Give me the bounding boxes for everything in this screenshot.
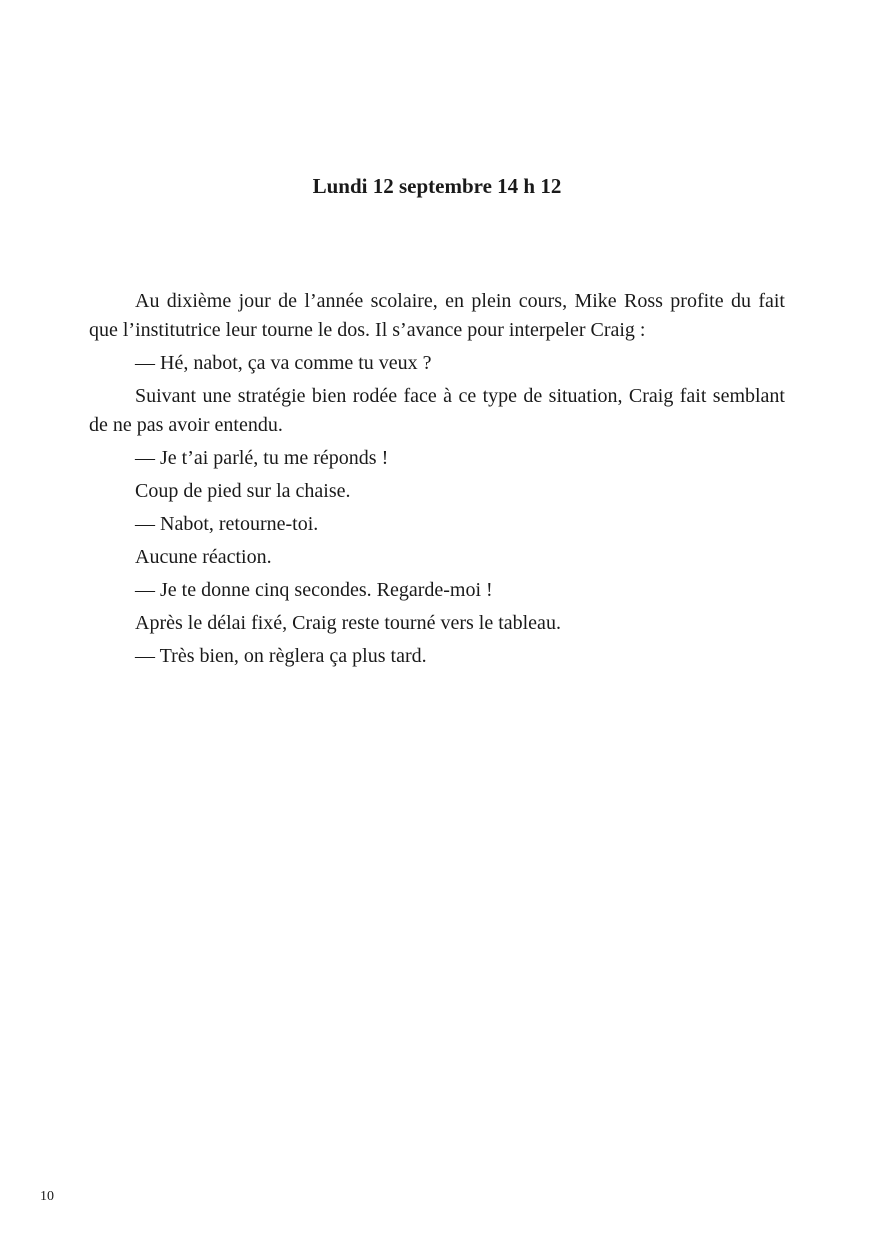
paragraph: Coup de pied sur la chaise. bbox=[135, 480, 351, 502]
page-number: 10 bbox=[40, 1189, 54, 1204]
paragraph: Aucune réaction. bbox=[135, 546, 272, 568]
paragraph: Suivant une stratégie bien rodée face à ce type de situation, Craig fait semblant de ne pas avoir entendu. bbox=[89, 385, 785, 436]
dialogue-line: — Je te donne cinq secondes. Regarde-moi ! bbox=[135, 579, 493, 601]
dialogue-line: — Très bien, on règlera ça plus tard. bbox=[135, 645, 427, 667]
dialogue-line: — Hé, nabot, ça va comme tu veux ? bbox=[135, 352, 432, 374]
dialogue-line: — Nabot, retourne-toi. bbox=[135, 513, 319, 535]
body-text bbox=[89, 287, 785, 675]
paragraph: Au dixième jour de l’année scolaire, en plein cours, Mike Ross profite du fait que l’institutrice leur tourne le dos. Il s’avance pour interpeler Craig : bbox=[89, 290, 785, 341]
dialogue-line: — Je t’ai parlé, tu me réponds ! bbox=[135, 447, 389, 469]
paragraph: Après le délai fixé, Craig reste tourné vers le tableau. bbox=[135, 612, 561, 634]
chapter-title: Lundi 12 septembre 14 h 12 bbox=[312, 174, 562, 198]
